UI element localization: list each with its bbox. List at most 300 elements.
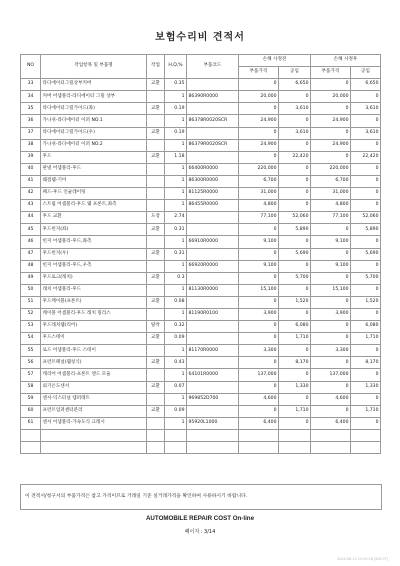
cell-l1: 0 [279, 175, 311, 187]
cell-l1: 6,650 [279, 79, 311, 91]
empty-cell [21, 429, 41, 441]
cell-l2: 0 [351, 91, 381, 103]
header-price-after: 부품가격 [311, 67, 351, 79]
cell-p2: 3,300 [311, 345, 351, 357]
cell-code [187, 381, 239, 393]
cell-item: 센서 어셈블리-가속도식 크래시 [41, 417, 147, 429]
cell-p2: 0 [311, 103, 351, 115]
cell-l2: 5,700 [351, 272, 381, 284]
table-row [21, 345, 381, 357]
cell-hq: 1 [165, 175, 187, 187]
cell-l1: 52,060 [279, 212, 311, 224]
table-header [21, 55, 381, 79]
cell-hq: 0.08 [165, 296, 187, 308]
cell-code [187, 212, 239, 224]
cell-no: 49 [21, 272, 41, 284]
cell-item: 캐리어 어셈블리-프론트 엔드 모듈 [41, 369, 147, 381]
cell-code [187, 151, 239, 163]
cell-l1: 0 [279, 345, 311, 357]
cell-l1: 0 [279, 236, 311, 248]
header-after: 손해 사정후 [311, 55, 381, 67]
cell-l1: 0 [279, 163, 311, 175]
header-hq: H,Q,% [165, 55, 187, 79]
cell-p2: 24,900 [311, 139, 351, 151]
cell-l2: 5,890 [351, 224, 381, 236]
cell-p1: 24,900 [239, 139, 279, 151]
cell-no: 44 [21, 212, 41, 224]
empty-cell [41, 429, 147, 441]
cell-item: 후드힌지(좌) [41, 224, 147, 236]
cell-no: 51 [21, 296, 41, 308]
cell-p1: 6,700 [239, 175, 279, 187]
table-row [21, 333, 381, 345]
cell-code [187, 333, 239, 345]
empty-cell [311, 429, 351, 441]
empty-cell [279, 429, 311, 441]
cell-work: 교환 [147, 357, 165, 369]
cell-p2: 20,000 [311, 91, 351, 103]
cell-l1: 0 [279, 308, 311, 320]
cell-l1: 0 [279, 260, 311, 272]
cell-l2: 22,420 [351, 151, 381, 163]
empty-cell [147, 442, 165, 454]
cell-work [147, 308, 165, 320]
table-row [21, 151, 381, 163]
cell-l1: 8,170 [279, 357, 311, 369]
cell-item: 프런트패널(웰칭식) [41, 357, 147, 369]
cell-work [147, 345, 165, 357]
cell-no: 59 [21, 393, 41, 405]
cell-no: 41 [21, 175, 41, 187]
cell-work [147, 115, 165, 127]
cell-work [147, 260, 165, 272]
cell-p2: 6,700 [311, 175, 351, 187]
cell-p2: 0 [311, 381, 351, 393]
cell-code: 66920R0000 [187, 260, 239, 272]
cell-p1: 3,300 [239, 345, 279, 357]
cell-code: 81190R0100 [187, 308, 239, 320]
empty-cell [165, 429, 187, 441]
cell-p1: 24,900 [239, 115, 279, 127]
cell-code: 81170R0000 [187, 345, 239, 357]
cell-work: 교환 [147, 272, 165, 284]
cell-code: 969852D700 [187, 393, 239, 405]
cell-no: 45 [21, 224, 41, 236]
cell-work: 교환 [147, 381, 165, 393]
table-body [21, 79, 381, 454]
cell-work [147, 91, 165, 103]
cell-hq: 0.09 [165, 333, 187, 345]
cell-work: 교환 [147, 79, 165, 91]
header-item: 작업항목 및 부품명 [41, 55, 147, 79]
table-row [21, 127, 381, 139]
cell-hq: 1 [165, 188, 187, 200]
cell-work [147, 200, 165, 212]
table-row [21, 308, 381, 320]
cell-work: 교환 [147, 296, 165, 308]
table-row [21, 260, 381, 272]
cell-work [147, 163, 165, 175]
table-row [21, 188, 381, 200]
cell-p1: 9,100 [239, 236, 279, 248]
cell-l1: 3,610 [279, 127, 311, 139]
cell-l1: 6,080 [279, 321, 311, 333]
cell-l1: 0 [279, 284, 311, 296]
table-row [21, 405, 381, 417]
cell-code [187, 405, 239, 417]
cell-no: 46 [21, 236, 41, 248]
empty-cell [147, 429, 165, 441]
cell-hq: 1 [165, 308, 187, 320]
cell-hq: 0.31 [165, 248, 187, 260]
cell-no: 53 [21, 321, 41, 333]
cell-no: 61 [21, 417, 41, 429]
cell-p2: 3,900 [311, 308, 351, 320]
cell-l1: 0 [279, 200, 311, 212]
cell-p1: 77,100 [239, 212, 279, 224]
cell-no: 37 [21, 127, 41, 139]
table-row [21, 369, 381, 381]
cell-p2: 4,800 [311, 200, 351, 212]
table-row [21, 212, 381, 224]
cell-work [147, 393, 165, 405]
cell-hq: 0.07 [165, 381, 187, 393]
cell-no: 42 [21, 188, 41, 200]
empty-row [21, 442, 381, 454]
cell-l1: 0 [279, 393, 311, 405]
cell-no: 38 [21, 139, 41, 151]
cell-l1: 0 [279, 91, 311, 103]
cell-no: 56 [21, 357, 41, 369]
cell-no: 36 [21, 115, 41, 127]
cell-item: 케이블 어셈블리-후드 래치 릴리스 [41, 308, 147, 320]
cell-item: 라디에이터그릴가이드(우) [41, 127, 147, 139]
header-price-before: 부품가격 [239, 67, 279, 79]
header-before: 손해 사정전 [239, 55, 311, 67]
cell-hq: 0.43 [165, 357, 187, 369]
cell-p1: 0 [239, 321, 279, 333]
cell-item: 패드-후드 인슐레이팅 [41, 188, 147, 200]
cell-hq: 1 [165, 393, 187, 405]
cell-item: 후드스테이 [41, 333, 147, 345]
cell-l1: 5,890 [279, 224, 311, 236]
cell-p1: 0 [239, 381, 279, 393]
cell-item: 프런트업퍼센터분리 [41, 405, 147, 417]
cell-item: 힌지 어셈블리-후드,우측 [41, 260, 147, 272]
empty-cell [351, 429, 381, 441]
cell-item: 판넬 어셈블리-후드 [41, 163, 147, 175]
table-row [21, 139, 381, 151]
table-row [21, 175, 381, 187]
cell-no: 40 [21, 163, 41, 175]
empty-cell [239, 429, 279, 441]
cell-p2: 0 [311, 248, 351, 260]
cell-l2: 0 [351, 175, 381, 187]
table-row [21, 357, 381, 369]
cell-hq: 0.19 [165, 103, 187, 115]
empty-cell [239, 442, 279, 454]
cell-hq: 1 [165, 91, 187, 103]
cell-work: 도장 [147, 212, 165, 224]
cell-l1: 0 [279, 369, 311, 381]
cell-p1: 0 [239, 224, 279, 236]
cell-p2: 0 [311, 224, 351, 236]
cell-l2: 0 [351, 369, 381, 381]
document-title: 보험수리비 견적서 [155, 32, 245, 43]
cell-l2: 3,610 [351, 127, 381, 139]
cell-no: 58 [21, 381, 41, 393]
cell-p1: 0 [239, 272, 279, 284]
cell-item: 후드힌지(우) [41, 248, 147, 260]
cell-code [187, 296, 239, 308]
cell-hq: 1 [165, 139, 187, 151]
cell-work [147, 188, 165, 200]
cell-p2: 0 [311, 127, 351, 139]
cell-p1: 0 [239, 248, 279, 260]
cell-code: 86300R0000 [187, 175, 239, 187]
cell-hq: 0.3 [165, 272, 187, 284]
cell-l2: 52,060 [351, 212, 381, 224]
cell-hq: 1 [165, 417, 187, 429]
cell-p1: 0 [239, 151, 279, 163]
table-row [21, 381, 381, 393]
cell-code: 81125R0000 [187, 188, 239, 200]
cell-l2: 0 [351, 345, 381, 357]
print-stamp: 2024-06-15 15:40:18 [KOLOT] [337, 557, 388, 561]
cell-p1: 0 [239, 357, 279, 369]
cell-no: 54 [21, 333, 41, 345]
cell-code [187, 224, 239, 236]
cell-hq: 0.19 [165, 127, 187, 139]
cell-l2: 5,690 [351, 248, 381, 260]
cell-no: 47 [21, 248, 41, 260]
cell-work: 교환 [147, 248, 165, 260]
cell-hq: 0.35 [165, 79, 187, 91]
cell-l1: 1,710 [279, 405, 311, 417]
cell-p2: 220,000 [311, 163, 351, 175]
cell-hq: 1 [165, 115, 187, 127]
cell-code [187, 321, 239, 333]
cell-code: 66400R0000 [187, 163, 239, 175]
cell-l2: 1,710 [351, 333, 381, 345]
estimate-table [20, 54, 381, 454]
cell-hq: 1 [165, 200, 187, 212]
cell-l2: 0 [351, 188, 381, 200]
cell-p1: 0 [239, 333, 279, 345]
cell-item: 라디에이터그릴가이드(좌) [41, 103, 147, 115]
cell-code [187, 79, 239, 91]
cell-no: 57 [21, 369, 41, 381]
table-row [21, 248, 381, 260]
cell-work [147, 175, 165, 187]
cell-l2: 0 [351, 163, 381, 175]
cell-p2: 0 [311, 151, 351, 163]
cell-p2: 9,100 [311, 260, 351, 272]
cell-l2: 0 [351, 308, 381, 320]
cell-no: 34 [21, 91, 41, 103]
table-row [21, 115, 381, 127]
cell-no: 39 [21, 151, 41, 163]
cell-p2: 6,400 [311, 417, 351, 429]
cell-code: 86390R0000 [187, 91, 239, 103]
cell-item: 후드로크(래치) [41, 272, 147, 284]
cell-hq: 1 [165, 369, 187, 381]
cell-l1: 0 [279, 139, 311, 151]
cell-work: 탈착 [147, 321, 165, 333]
cell-p1: 0 [239, 79, 279, 91]
cell-code [187, 103, 239, 115]
header-labor-after: 공임 [351, 67, 381, 79]
cell-hq: 2.74 [165, 212, 187, 224]
cell-l1: 0 [279, 188, 311, 200]
cell-item: 센서-익스터널 템퍼래트 [41, 393, 147, 405]
cell-p1: 137,000 [239, 369, 279, 381]
table-row [21, 103, 381, 115]
table-row [21, 91, 381, 103]
cell-work: 교환 [147, 333, 165, 345]
cell-work: 교환 [147, 127, 165, 139]
cell-p1: 31,000 [239, 188, 279, 200]
cell-item: 후드케이블(프론트) [41, 296, 147, 308]
cell-hq: 0.32 [165, 321, 187, 333]
cell-item: 가니쉬-라디에이터 이퍼 NO.2 [41, 139, 147, 151]
cell-p1: 0 [239, 103, 279, 115]
cell-p2: 15,100 [311, 284, 351, 296]
cell-code: 86378R0020SCR [187, 115, 239, 127]
empty-cell [41, 442, 147, 454]
cell-l1: 0 [279, 115, 311, 127]
empty-cell [21, 442, 41, 454]
cell-p1: 0 [239, 405, 279, 417]
table-row [21, 321, 381, 333]
cell-p2: 4,600 [311, 393, 351, 405]
cell-l2: 0 [351, 115, 381, 127]
cell-item: 후드 교환 [41, 212, 147, 224]
cell-item: 로드 어셈블리-후드 스테이 [41, 345, 147, 357]
cell-no: 48 [21, 260, 41, 272]
cell-item: 커버 어셈블리-라디에이터 그릴 상부 [41, 91, 147, 103]
cell-l2: 0 [351, 417, 381, 429]
cell-work: 교환 [147, 151, 165, 163]
cell-hq: 1 [165, 163, 187, 175]
cell-code: 64101R0000 [187, 369, 239, 381]
cell-work [147, 369, 165, 381]
cell-l1: 1,710 [279, 333, 311, 345]
table-row [21, 393, 381, 405]
cell-p2: 137,000 [311, 369, 351, 381]
cell-no: 52 [21, 308, 41, 320]
cell-item: 래치 어셈블리-후드 [41, 284, 147, 296]
cell-p1: 4,800 [239, 200, 279, 212]
cell-hq: 1 [165, 284, 187, 296]
cell-l2: 0 [351, 139, 381, 151]
table-row [21, 79, 381, 91]
header-labor-before: 공임 [279, 67, 311, 79]
cell-item: 외기온도센서 [41, 381, 147, 393]
cell-p1: 15,100 [239, 284, 279, 296]
cell-l1: 5,690 [279, 248, 311, 260]
cell-p1: 220,000 [239, 163, 279, 175]
cell-l1: 3,610 [279, 103, 311, 115]
table-row [21, 236, 381, 248]
cell-l2: 6,080 [351, 321, 381, 333]
cell-work [147, 139, 165, 151]
cell-p2: 9,100 [311, 236, 351, 248]
cell-l2: 1,520 [351, 296, 381, 308]
cell-p1: 6,400 [239, 417, 279, 429]
cell-l1: 1,520 [279, 296, 311, 308]
table-row [21, 163, 381, 175]
cell-p1: 0 [239, 127, 279, 139]
cell-work [147, 236, 165, 248]
cell-l1: 22,420 [279, 151, 311, 163]
cell-code [187, 248, 239, 260]
cell-l2: 0 [351, 393, 381, 405]
cell-hq: 1 [165, 236, 187, 248]
cell-l1: 5,700 [279, 272, 311, 284]
disclaimer-note: 이 견적서/청구서의 부품가격은 참고 가격이므로 거래일 기준 실거래가격을 확인하여 사용하시기 바랍니다. [20, 484, 382, 510]
cell-item: 웨점웹-기어 [41, 175, 147, 187]
cell-hq: 1 [165, 345, 187, 357]
empty-cell [311, 442, 351, 454]
cell-l2: 0 [351, 260, 381, 272]
cell-l2: 8,170 [351, 357, 381, 369]
cell-code [187, 357, 239, 369]
cell-work: 교환 [147, 103, 165, 115]
cell-l2: 6,650 [351, 79, 381, 91]
empty-row [21, 429, 381, 441]
cell-code: 66910R0000 [187, 236, 239, 248]
cell-hq: 1.18 [165, 151, 187, 163]
empty-cell [165, 442, 187, 454]
cell-p1: 4,600 [239, 393, 279, 405]
cell-p2: 77,100 [311, 212, 351, 224]
cell-work: 교환 [147, 224, 165, 236]
cell-no: 35 [21, 103, 41, 115]
header-no: NO [21, 55, 41, 79]
cell-p2: 24,900 [311, 115, 351, 127]
cell-item: 가니쉬-라디에이터 이퍼 NO.1 [41, 115, 147, 127]
cell-l2: 0 [351, 284, 381, 296]
cell-no: 55 [21, 345, 41, 357]
cell-hq: 0.09 [165, 405, 187, 417]
empty-cell [279, 442, 311, 454]
cell-item: 스트립 어셈블리-후드 웨 프론트,좌측 [41, 200, 147, 212]
table-row [21, 200, 381, 212]
cell-code: 86455R0000 [187, 200, 239, 212]
cell-code [187, 127, 239, 139]
cell-no: 60 [21, 405, 41, 417]
cell-item: 라디에이터그릴상부커버 [41, 79, 147, 91]
cell-work: 교환 [147, 405, 165, 417]
empty-cell [351, 442, 381, 454]
cell-p1: 0 [239, 296, 279, 308]
footer-brand: AUTOMOBILE REPAIR COST On-line [145, 515, 255, 522]
cell-l2: 1,710 [351, 405, 381, 417]
cell-l2: 0 [351, 200, 381, 212]
cell-p2: 31,000 [311, 188, 351, 200]
empty-cell [187, 429, 239, 441]
page-number: 페이지 : 3/14 [184, 529, 216, 535]
cell-p1: 3,900 [239, 308, 279, 320]
cell-p2: 0 [311, 79, 351, 91]
cell-hq: 0.31 [165, 224, 187, 236]
cell-code: 95920L1000 [187, 417, 239, 429]
empty-cell [187, 442, 239, 454]
cell-hq: 1 [165, 260, 187, 272]
cell-work [147, 284, 165, 296]
cell-code: 81130R0000 [187, 284, 239, 296]
